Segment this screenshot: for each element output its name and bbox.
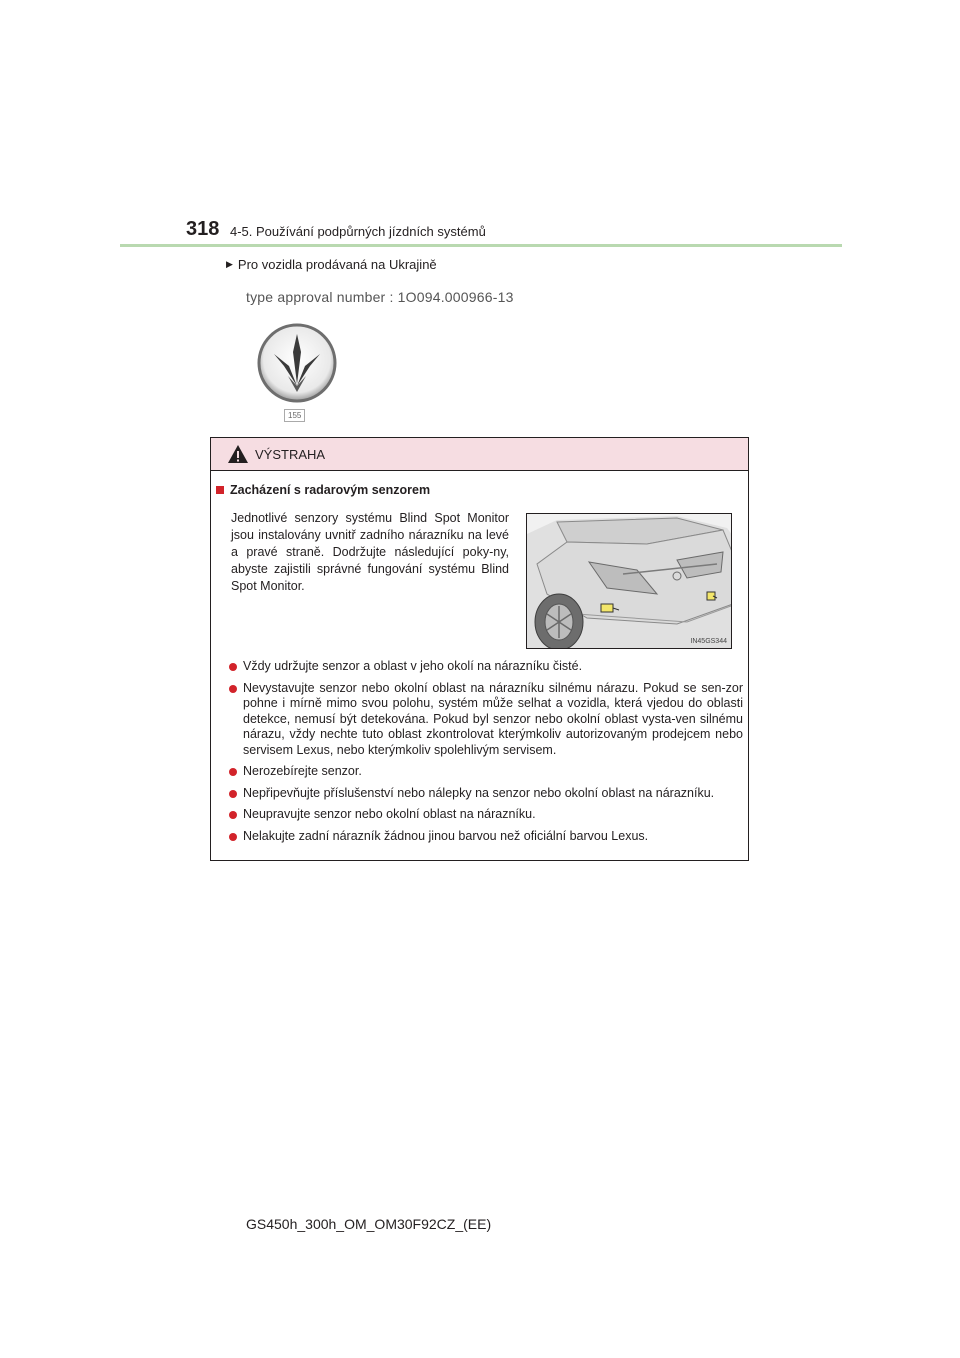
page-number: 318 (186, 218, 220, 240)
warning-item-title (216, 483, 430, 497)
car-rear-illustration (526, 513, 732, 649)
warning-title: VÝSTRAHA (255, 446, 326, 462)
round-bullet-icon (229, 811, 237, 819)
warning-box (210, 437, 749, 861)
section-title: 4-5. Používání podpůrných jízdních systémů (230, 224, 486, 239)
image-code: IN45GS344 (690, 638, 727, 645)
warning-triangle-icon (227, 444, 249, 464)
list-item: Nepřipevňujte příslušenství nebo nálepky na senzor nebo okolní oblast na nárazníku. (229, 786, 743, 802)
list-item: Nelakujte zadní nárazník žádnou jinou barvou než oficiální barvou Lexus. (229, 829, 743, 845)
sensor-description: Jednotlivé senzory systému Blind Spot Monitor jsou instalovány uvnitř zadního nárazníku na levé a pravé straně. Dodržujte následující poky-ny, abyste zajistili správné fungování systému Blind Spot Monitor. (231, 511, 509, 593)
footer-code: GS450h_300h_OM_OM30F92CZ_(EE) (246, 1216, 492, 1232)
ukraine-conformity-mark (254, 322, 340, 422)
type-approval-number: type approval number : 1O094.000966-13 (246, 289, 514, 305)
warning-bullet-list (229, 659, 743, 850)
round-bullet-icon (229, 663, 237, 671)
car-rear-icon (527, 514, 732, 649)
conformity-mark-icon (254, 322, 340, 408)
sub-bullet-text: Pro vozidla prodávaná na Ukrajině (237, 257, 437, 272)
sub-bullet (226, 257, 437, 272)
list-item: Vždy udržujte senzor a oblast v jeho okolí na nárazníku čisté. (229, 659, 743, 675)
round-bullet-icon (229, 768, 237, 776)
conformity-mark-code: 155 (284, 409, 305, 422)
round-bullet-icon (229, 790, 237, 798)
page-header (120, 214, 842, 248)
triangle-bullet-icon: ▶ (226, 259, 233, 269)
header-rule (120, 244, 842, 247)
round-bullet-icon (229, 833, 237, 841)
item-title-text: Zacházení s radarovým senzorem (230, 483, 431, 497)
list-item: Neupravujte senzor nebo okolní oblast na nárazníku. (229, 807, 743, 823)
warning-header (211, 438, 748, 471)
list-item: Nevystavujte senzor nebo okolní oblast na nárazníku silnému nárazu. Pokud se sen-zor pohne i mírně mimo svou polohu, systém může selhat a vozidla, která vjedou do oblasti detekce, nemusí být detekována. Pokud byl senzor nebo okolní oblast vysta-ven silnému nárazu, vždy nechte tuto oblast zkontrolovat kterýmkoliv autorizovaným prodejcem nebo servisem Lexus, nebo kterýmkoliv spolehlivým servisem. (229, 681, 743, 759)
round-bullet-icon (229, 685, 237, 693)
list-item: Nerozebírejte senzor. (229, 764, 743, 780)
square-bullet-icon (216, 486, 224, 494)
